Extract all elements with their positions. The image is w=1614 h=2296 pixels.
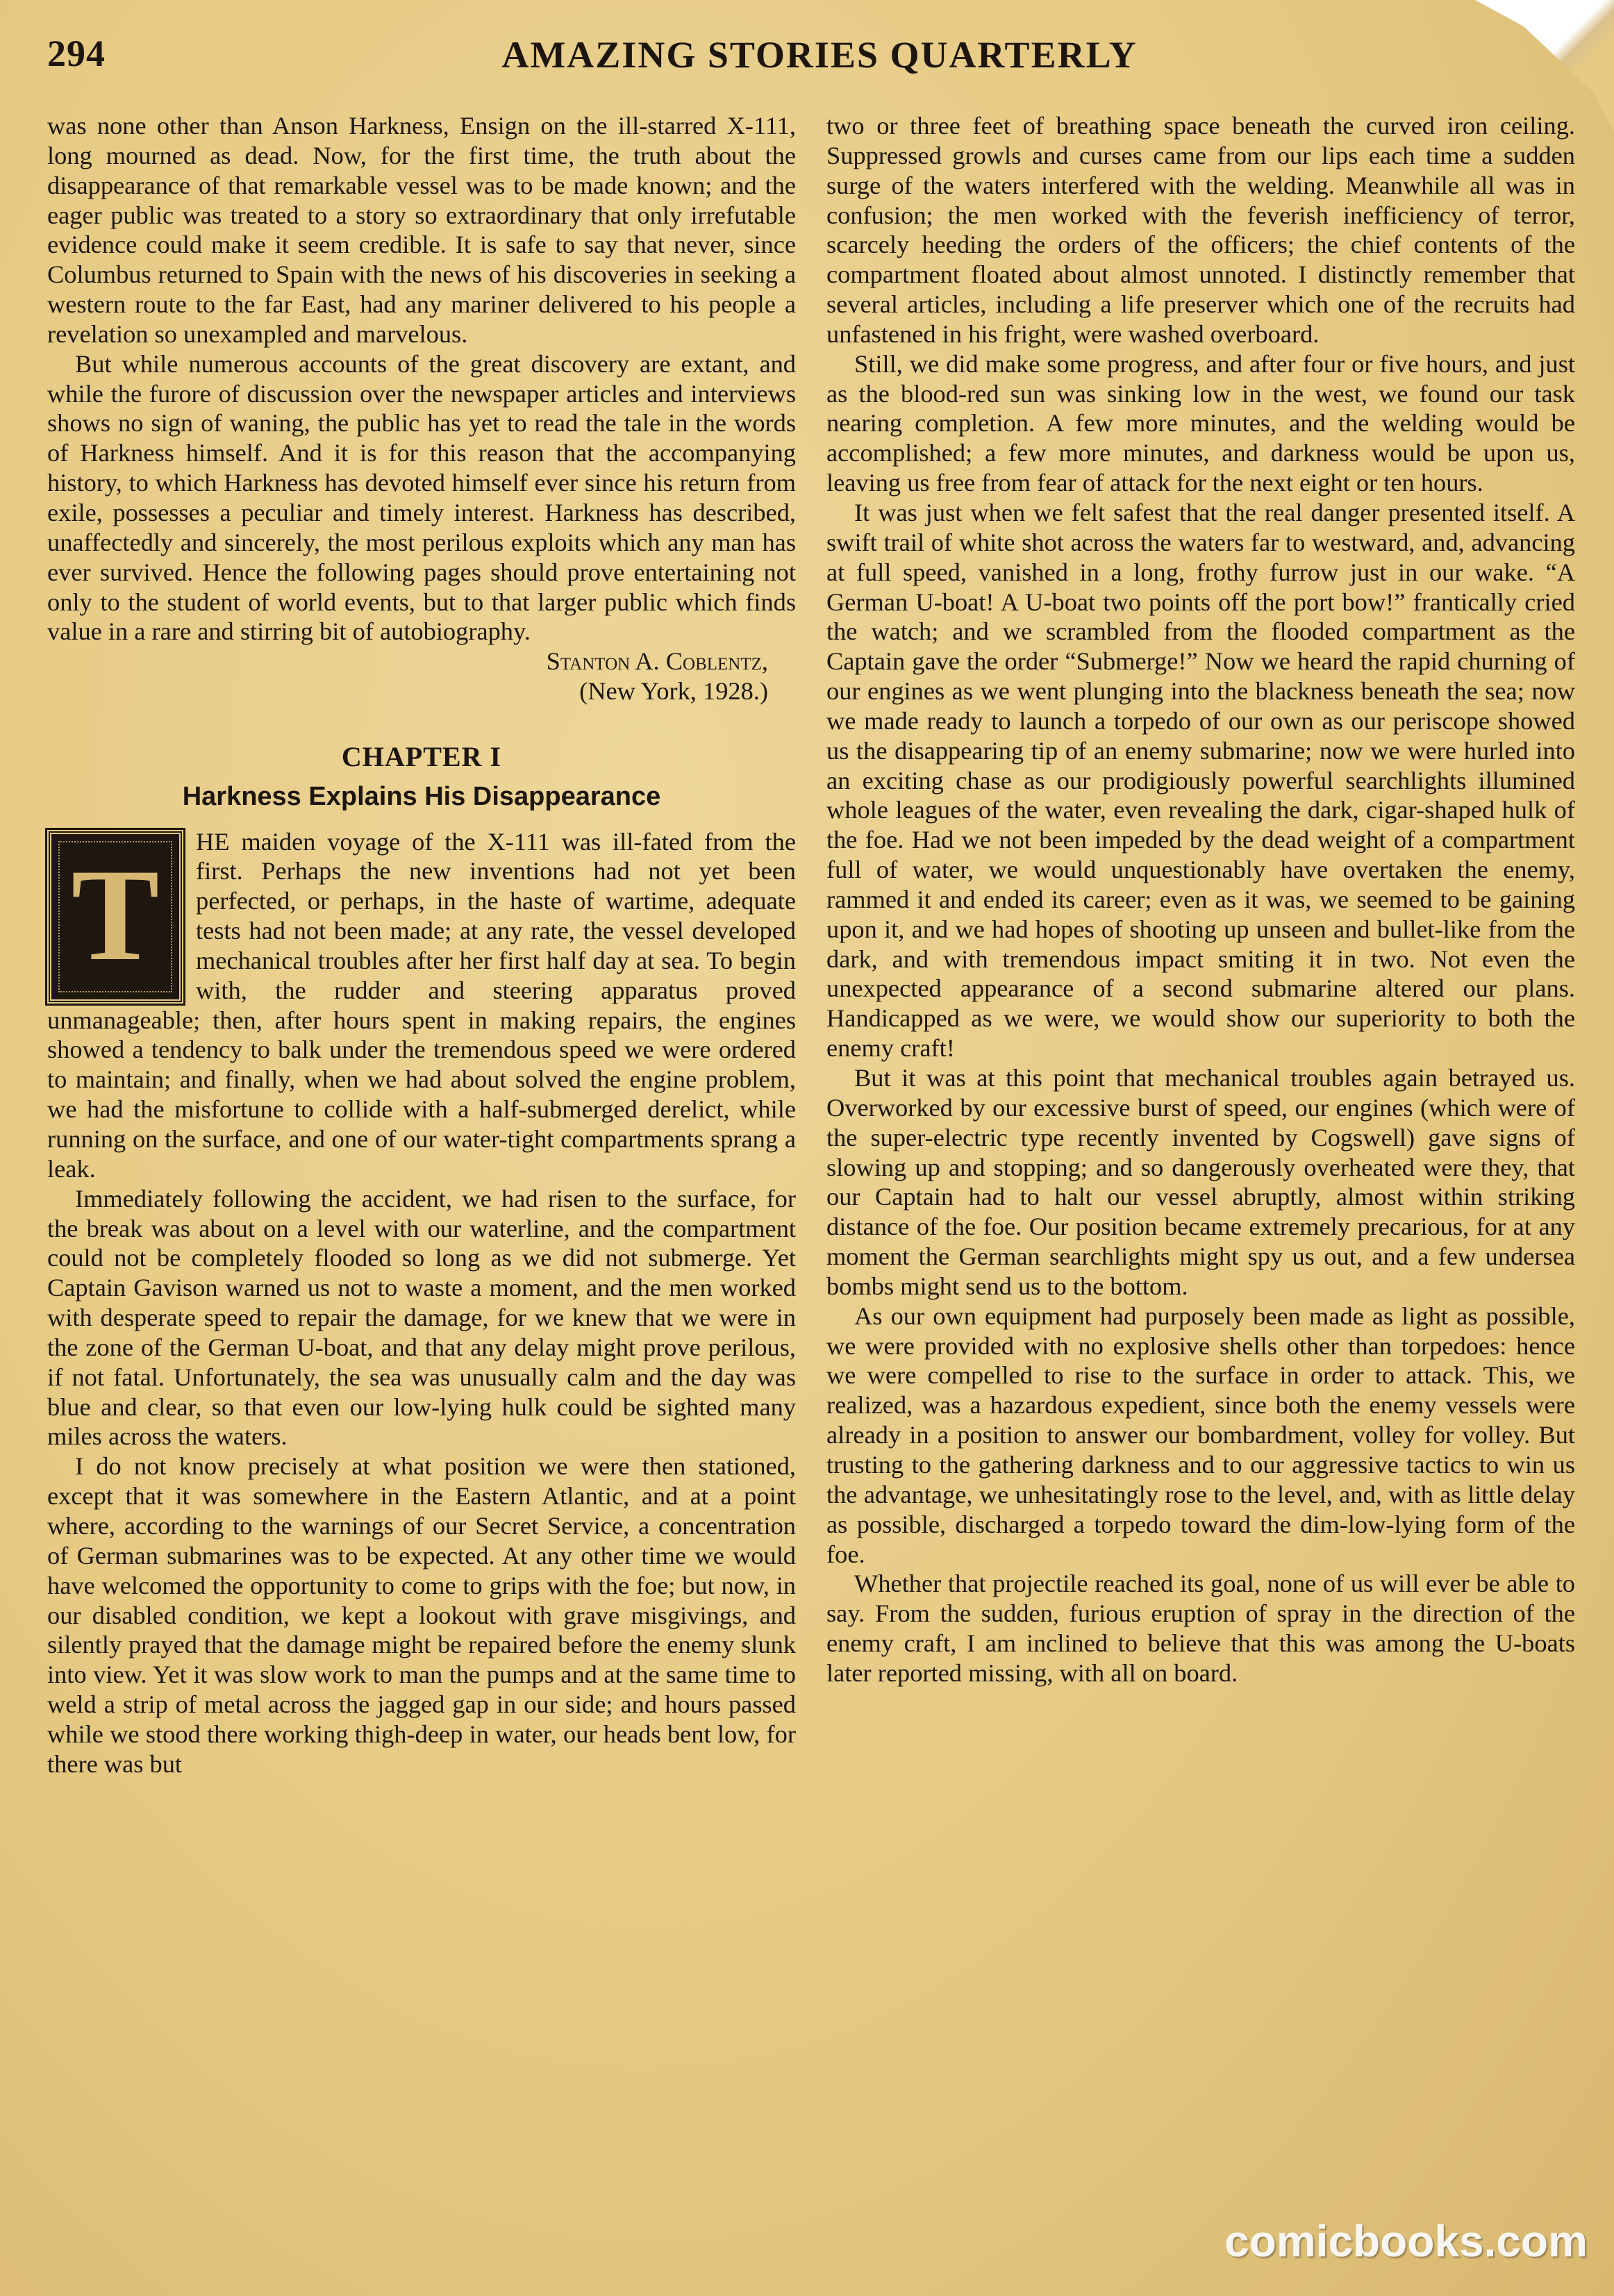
magazine-title: AMAZING STORIES QUARTERLY [501,34,1138,76]
page-number: 294 [47,33,106,74]
paragraph: It was just when we felt safest that the real danger presented itself. A swift trail of white shot across the waters far to westward, and, advancing at full speed, vanished in a long, frothy furrow just in our wake. “A German U-boat! A U-boat two points off the port bow!” frantically cried the watch; and we scrambled from the flooded compartment as the Captain gave the order “Submerge!” Now we heard the rapid churning of our engines as we went plunging into the blackness beneath the sea; now we made ready to launch a torpedo of our own as our periscope showed us the disappearing tip of an enemy submarine; now we were hurled into an exciting chase as our prodigiously powerful searchlights illumined whole leagues of the water, even revealing the dark, cigar-shaped hulk of the foe. Had we not been impeded by the dead weight of a compartment full of water, we would unquestionably have overtaken the enemy, rammed it and ended its career; even as it was, we seemed to be gaining upon it, and we had hopes of shooting up unseen and bullet-like from the dark, and with tremendous impact smiting it in two. Not even the unexpected appearance of a second submarine altered our plans. Handicapped as we were, we would show our superiority to both the enemy craft! [826,498,1575,1063]
left-column [47,111,796,2271]
dropcap-letter: T [71,842,160,988]
right-column [826,111,1575,2271]
signature-name: Stanton A. Coblentz, [546,647,768,676]
source-watermark: comicbooks.com [1224,2216,1588,2266]
author-signature [47,647,796,676]
paragraph: Still, we did make some progress, and after four or five hours, and just as the blood-red sun was sinking low in the west, we found our task nearing completion. A few more minutes, and the welding would be accomplished; a few more minutes, and darkness would be upon us, leaving us free from fear of attack for the next eight or ten hours. [826,349,1575,497]
paragraph: As our own equipment had purposely been made as light as possible, we were provided with no explosive shells other than torpedoes: hence we were compelled to rise to the surface in order to attack. This, we realized, was a hazardous expedient, since both the enemy vessels were already in a position to answer our bombardment, volley for volley. But trusting to the gathering darkness and to our aggressive tactics to win us the advantage, we unhesitatingly rose to the level, and, with as little delay as possible, discharged a torpedo toward the dim-low-lying form of the foe. [826,1301,1575,1568]
paragraph: two or three feet of breathing space beneath the curved iron ceiling. Suppressed growls and curses came from our lips each time a sudden surge of the waters interfered with the welding. Meanwhile all was in confusion; the men worked with the feverish inefficiency of terror, scarcely heeding the orders of the officers; the chief contents of the compartment floated about almost unnoted. I distinctly remember that several articles, including a life preserver which one of the recruits had unfastened in his fright, were washed overboard. [826,112,1575,348]
paragraph: But while numerous accounts of the great discovery are extant, and while the furore of discussion over the newspaper articles and interviews shows no sign of waning, the public has yet to read the tale in the words of Harkness himself. And it is for this reason that the accompanying history, to which Harkness has devoted himself ever since his return from exile, possesses a peculiar and timely interest. Harkness has described, unaffectedly and sincerely, the most perilous exploits which any man has ever survived. Hence the following pages should prove entertaining not only to the student of world events, but to that larger public which finds value in a rare and stirring bit of autobiography. [47,349,796,646]
paragraph: I do not know precisely at what position we were then stationed, except that it was somewhere in the Eastern Atlantic, and at a point where, according to the warnings of our Secret Service, a concentration of German submarines was to be expected. At any other time we would have welcomed the opportunity to come to grips with the foe; but now, in our disabled condition, we kept a lookout with grave misgivings, and silently prayed that the damage might be repaired before the enemy slunk into view. Yet it was slow work to man the pumps and at the same time to weld a strip of metal across the jagged gap in our side; and hours passed while we stood there working thigh-deep in water, our heads bent low, for there was but [47,1452,796,1778]
paragraph: Whether that projectile reached its goal, none of us will ever be able to say. From the sudden, furious eruption of spray in the direction of the enemy craft, I am inclined to believe that this was among the U-boats later reported missing, with all on board. [826,1570,1575,1687]
paragraph: was none other than Anson Harkness, Ensign on the ill-starred X-111, long mourned as dead. Now, for the first time, the truth about the disappearance of that remarkable vessel was to be made known; and the eager public was treated to a story so extraordinary that only irrefutable evidence could make it seem credible. It is safe to say that never, since Columbus returned to Spain with the news of his discoveries in seeking a western route to the far East, had any mariner delivered to his people a revelation so unexampled and marvelous. [47,112,796,348]
paragraph: But it was at this point that mechanical troubles again betrayed us. Overworked by our excessive burst of speed, our engines (which were of the super-electric type recently invented by Cogswell) gave signs of slowing up and stopping; and so dangerously overheated were they, that our Captain had to halt our vessel abruptly, almost within striking distance of the foe. Our position became extremely precarious, for at any moment the German searchlights might spy us out, and a few undersea bombs might send us to the bottom. [826,1064,1575,1300]
paragraph: HE maiden voyage of the X-111 was ill-fated from the first. Perhaps the new inventions had not yet been perfected, or perhaps, in the haste of wartime, adequate tests had not been made; at any rate, the vessel developed mechanical troubles after her first half day at sea. To begin with, the rudder and steering apparatus proved unmanageable; then, after hours spent in making repairs, the engines showed a tendency to balk under the tremendous speed we were ordered to maintain; and finally, when we had about solved the engine problem, we had the misfortune to collide with a half-submerged derelict, while running on the surface, and one of our water-tight compartments sprang a leak. [47,827,796,1183]
ornamental-dropcap [47,830,183,1004]
signature-place: (New York, 1928.) [579,677,768,706]
signature-place-line [47,676,796,706]
chapter-title: Harkness Explains His Disappearance [182,781,661,811]
paragraph: Immediately following the accident, we had risen to the surface, for the break was about on a level with our waterline, and the compartment could not be completely flooded so long as we did not submerge. Yet Captain Gavison warned us not to waste a moment, and the men worked with desperate speed to repair the damage, for we knew that we were in the zone of the German U-boat, and that any delay might prove perilous, if not fatal. Unfortunately, the sea was unusually calm and the day was blue and clear, so that even our low-lying hulk could be sighted many miles across the waters. [47,1184,796,1451]
chapter-heading: CHAPTER I [341,740,502,772]
